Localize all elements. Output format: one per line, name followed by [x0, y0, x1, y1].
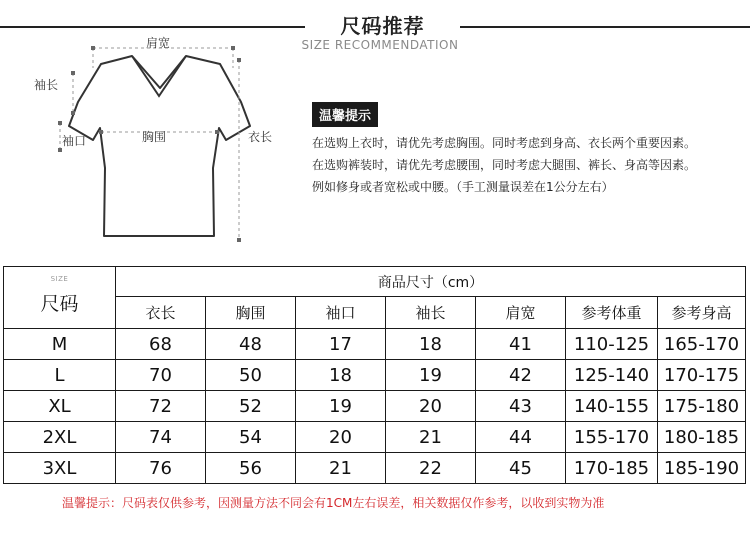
measurement-cell: 22 [386, 453, 476, 484]
size-header-sublabel: SIZE [50, 275, 69, 283]
measurement-cell: 43 [476, 391, 566, 422]
page-title: 尺码推荐 [340, 14, 425, 38]
measurement-cell: 44 [476, 422, 566, 453]
footer-disclaimer: 温馨提示：尺码表仅供参考，因测量方法不同会有1CM左右误差，相关数据仅作参考，以收到实物为准 [62, 496, 605, 510]
table-row [4, 391, 746, 422]
column-header: 袖长 [386, 297, 476, 329]
size-header-label: 尺码 [40, 293, 79, 315]
size-cell: M [4, 329, 116, 360]
size-cell: 2XL [4, 422, 116, 453]
measurement-cell: 175-180 [658, 391, 746, 422]
measurement-cell: 18 [386, 329, 476, 360]
label-shoulder-width: 肩宽 [146, 36, 171, 50]
table-row [4, 422, 746, 453]
measurement-cell: 165-170 [658, 329, 746, 360]
table-row [4, 360, 746, 391]
measurement-cell: 50 [206, 360, 296, 391]
measurement-cell: 125-140 [566, 360, 658, 391]
measurement-cell: 21 [296, 453, 386, 484]
measurement-cell: 20 [386, 391, 476, 422]
column-header: 参考体重 [566, 297, 658, 329]
column-header: 肩宽 [476, 297, 566, 329]
measurement-cell: 170-175 [658, 360, 746, 391]
measurement-cell: 68 [116, 329, 206, 360]
measurement-cell: 76 [116, 453, 206, 484]
column-header: 胸围 [206, 297, 296, 329]
product-dimensions-header: 商品尺寸（cm） [116, 267, 746, 297]
size-cell: 3XL [4, 453, 116, 484]
measurement-cell: 72 [116, 391, 206, 422]
measurement-cell: 21 [386, 422, 476, 453]
label-length: 衣长 [248, 130, 273, 144]
measurement-cell: 18 [296, 360, 386, 391]
size-column-header [4, 267, 116, 329]
measurement-cell: 41 [476, 329, 566, 360]
measurement-cell: 20 [296, 422, 386, 453]
table-row [4, 453, 746, 484]
page-subtitle: SIZE RECOMMENDATION [301, 38, 459, 52]
tips-title-badge: 温馨提示 [312, 102, 378, 127]
tip-line-2: 在选购裤装时，请优先考虑腰围，同时考虑大腿围、裤长、身高等因素。 [312, 158, 697, 172]
measurement-cell: 19 [386, 360, 476, 391]
tip-line-3: 例如修身或者宽松或中腰。（手工测量误差在1公分左右） [312, 180, 614, 194]
table-row [4, 329, 746, 360]
measurement-cell: 45 [476, 453, 566, 484]
measurement-cell: 170-185 [566, 453, 658, 484]
size-rows [4, 329, 746, 484]
column-header: 袖口 [296, 297, 386, 329]
tshirt-measurement-diagram [0, 28, 275, 258]
measurement-cell: 54 [206, 422, 296, 453]
column-header: 参考身高 [658, 297, 746, 329]
size-cell: XL [4, 391, 116, 422]
measurement-cell: 70 [116, 360, 206, 391]
tshirt-outline [69, 56, 250, 236]
measurement-cell: 110-125 [566, 329, 658, 360]
size-chart-table [3, 266, 746, 484]
measurement-cell: 74 [116, 422, 206, 453]
measurement-cell: 48 [206, 329, 296, 360]
measurement-cell: 17 [296, 329, 386, 360]
tip-line-1: 在选购上衣时，请优先考虑胸围。同时考虑到身高、衣长两个重要因素。 [312, 136, 697, 150]
column-header: 衣长 [116, 297, 206, 329]
measurement-cell: 155-170 [566, 422, 658, 453]
measurement-cell: 42 [476, 360, 566, 391]
size-cell: L [4, 360, 116, 391]
label-chest: 胸围 [142, 130, 167, 144]
header-rule-right [460, 26, 750, 28]
measurement-cell: 52 [206, 391, 296, 422]
measurement-cell: 180-185 [658, 422, 746, 453]
label-sleeve-length: 袖长 [34, 78, 59, 92]
measurement-cell: 19 [296, 391, 386, 422]
measurement-cell: 56 [206, 453, 296, 484]
measurement-cell: 140-155 [566, 391, 658, 422]
label-cuff: 袖口 [62, 134, 87, 148]
measurement-cell: 185-190 [658, 453, 746, 484]
